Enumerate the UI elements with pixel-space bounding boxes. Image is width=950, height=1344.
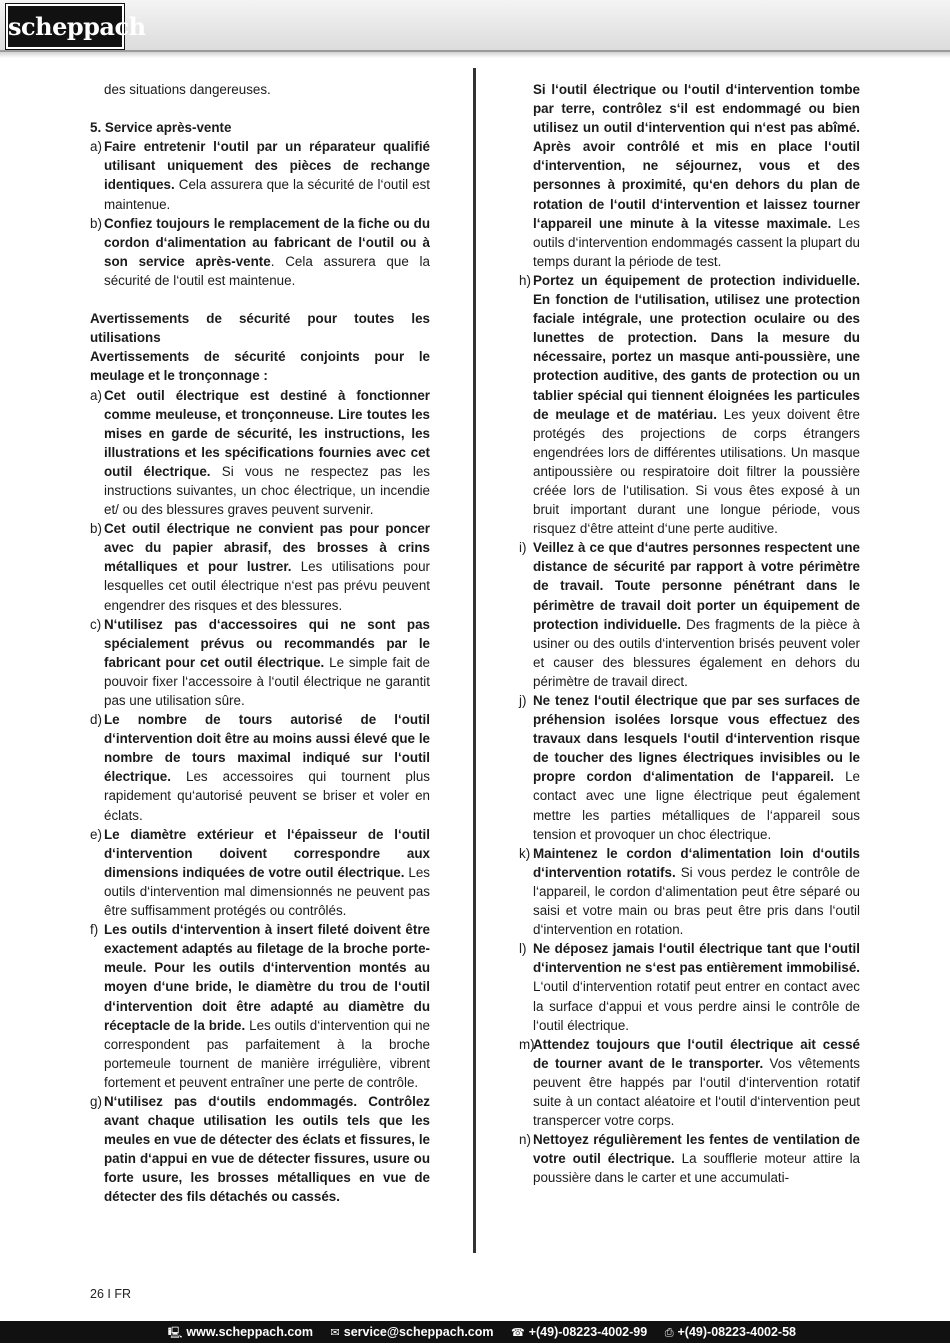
item-text: Vos vêtements peuvent être happés par l‘outil d‘intervention rotatif suite à un contact aléatoire et l‘outil d‘intervention peut transpercer votre corps. [533,1055,860,1129]
list-item [519,1130,860,1187]
left-column [90,80,430,1207]
item-bold-text: Attendez toujours que l‘outil électrique ait cessé de tourner avant de le transporter. [533,1036,860,1071]
list-item [90,615,430,710]
item-text: La soufflerie moteur attire la poussière dans le carter et une accumulati- [533,1151,860,1186]
page-number: 26 I FR [90,1287,131,1301]
list-item [90,214,430,290]
intro-text: des situations dangereuses. [104,82,271,97]
list-item [519,691,860,844]
item-text: Les yeux doivent être protégés des projections de corps étrangers engendrées lors de différentes utilisations. Un masque antipoussière ou respiratoire doit filtrer la poussière créée lors de l‘utilisation. Si vous êtes exposé à un bruit important durant une longue période, vous risquez d‘être atteint d‘une perte auditive. [533,406,860,537]
list-item [90,710,430,825]
item-bold-text: Nettoyez régulièrement les fentes de ventilation de votre outil électrique. [533,1132,860,1167]
item-bold-text: Cet outil électrique ne convient pas pour poncer avec du papier abrasif, des brosses à crins métalliques et pour lustrer. [104,521,430,575]
scheppach-logo: scheppach [6,4,124,49]
item-marker: i) [519,540,527,556]
warnings-title-2: Avertissements de sécurité conjoints pour le meulage et le tronçonnage : [90,349,430,384]
item-bold-text: Ne tenez l‘outil électrique que par ses surfaces de préhension isolées lorsque vous effectuez des travaux dans lesquels l‘outil d‘intervention risque de toucher des lignes électriques invisibles ou le propre cordon d‘alimentation de l‘appareil. [533,693,860,785]
footer-web[interactable]: www.scheppach.com [186,1325,314,1339]
item-marker: j) [519,693,527,708]
item-bold-text: Les outils d‘intervention à insert fileté doivent être exactement adaptés au filetage de la broche porte-meule. Pour les outils d‘intervention montés au moyen d‘une bride, le diamètre du trou de l‘outil d‘intervention doit être adapté au diamètre du réceptacle de la bride. [104,922,430,1033]
continuation-paragraph [519,80,860,271]
warnings-title-1: Avertissements de sécurité pour toutes les utilisations [90,311,430,346]
list-item [519,1035,860,1130]
item-bold-text: Le diamètre extérieur et l‘épaisseur de l‘outil d‘intervention doivent correspondre aux dimensions indiquées de votre outil électrique. [104,826,430,880]
item-text: Cela assurera que la sécurité de l‘outil est maintenue. [104,177,430,212]
footer-fax: +(49)-08223-4002-58 [677,1325,796,1339]
item-bold-text: Portez un équipement de protection individuelle. En fonction de l‘utilisation, utilisez une protection faciale intégrale, une protection oculaire ou des lunettes de protection. Dans la mesure du nécessaire, portez un masque anti-poussière, une protection auditive, des gants de protection ou un tablier spécial qui tiennent éloignées les particules de meulage et de matériau. [533,272,860,422]
item-marker: k) [519,845,531,861]
right-column [519,80,860,1187]
item-bold-text: Le nombre de tours autorisé de l‘outil d‘intervention doit être au moins aussi élevé que le nombre de tours maximal indiqué sur l‘outil électrique. [104,712,430,785]
item-text: Les utilisations pour lesquelles cet outil électrique n‘est pas prévu peuvent engendrer des risques et des blessures. [104,559,431,613]
item-text: . Cela assurera que la sécurité de l‘outil est maintenue. [104,253,430,288]
item-text: L‘outil d‘intervention rotatif peut entrer en contact avec la surface d‘appui et vous perdre ainsi le contrôle de l‘outil électrique. [533,979,860,1033]
item-marker: d) [90,712,102,728]
list-item [519,939,860,1034]
item-marker: m) [519,1036,535,1052]
list-item [519,844,860,939]
item-bold-text: Cet outil électrique est destiné à fonctionner comme meuleuse, et tronçonneuse. Lire toutes les mises en garde de sécurité, les instructions, les illustrations et les spécifications fournies avec cet outil électrique. [104,387,430,479]
item-bold-text: N‘utilisez pas d‘outils endommagés. Contrôlez avant chaque utilisation les outils tels que les meules en vue de détecter des éclats et fissures, le patin d‘appui en vue de détecter fissures, usure ou forte usure, les brosses métalliques en vue de détecter des fils détachés ou cassés. [104,1093,430,1205]
list-item [90,519,430,614]
page-header [0,0,950,52]
item-marker: a) [90,387,102,403]
footer-phone: +(49)-08223-4002-99 [528,1325,648,1339]
item-bold-text: Ne déposez jamais l‘outil électrique tant que l‘outil d‘intervention ne s‘est pas entièrement immobilisé. [533,941,860,976]
list-item [90,920,430,1092]
section-5-title: 5. Service après-vente [90,120,232,136]
page-footer [0,1321,950,1343]
item-marker: b) [90,521,102,537]
item-text: Si vous perdez le contrôle de l‘appareil, le cordon d‘alimentation peut être séparé ou saisi et votre main ou bras peut être pris dans l‘outil d‘intervention en rotation. [533,864,860,938]
item-marker: l) [519,941,527,957]
list-item [90,825,430,920]
list-item [90,1092,430,1207]
item-text: Le simple fait de pouvoir fixer l‘accessoire à l‘outil électrique ne garantit pas une utilisation sûre. [104,654,431,708]
item-marker: n) [519,1132,531,1148]
item-marker: e) [90,826,102,842]
list-item [90,386,430,520]
item-bold-text: Maintenez le cordon d‘alimentation loin d‘outils d‘intervention rotatifs. [533,845,860,880]
mail-icon: ✉ [330,1326,340,1339]
item-bold-text: Veillez à ce que d‘autres personnes respectent une distance de sécurité par rapport à votre périmètre de travail. Toute personne pénétrant dans le périmètre de travail doit porter un équipement de protection individuelle. [533,540,860,632]
computer-icon: 🖳 [167,1326,183,1339]
item-text: Les outils d‘intervention mal dimensionnés ne peuvent pas être suffisamment protégés ou contrôlés. [104,864,430,919]
item-text: Les accessoires qui tournent plus rapidement qu‘autorisé peuvent se briser et voler en éclats. [104,769,430,823]
item-bold-text: N‘utilisez pas d‘accessoires qui ne sont pas spécialement prévus ou recommandés par le fabricant pour cet outil électrique. [104,616,430,670]
footer-email[interactable]: service@scheppach.com [343,1325,494,1339]
item-text: Des fragments de la pièce à usiner ou des outils d‘intervention brisés peuvent voler et causer des blessures également en dehors du périmètre de travail direct. [533,616,860,689]
item-marker: b) [90,215,102,231]
item-bold-text: Confiez toujours le remplacement de la fiche ou du cordon d‘alimentation au fabricant de l‘outil ou à son service après-vente [104,215,430,269]
item-text: Les outils d‘intervention qui ne correspondent pas parfaitement à la broche portemeule tournent de manière irrégulière, vibrent fortement et peuvent entraîner une perte de contrôle. [104,1017,430,1090]
list-item [519,538,860,691]
item-marker: a) [90,139,102,155]
item-marker: f) [90,922,99,938]
header-shadow [0,52,950,58]
item-marker: g) [90,1093,102,1109]
list-item [519,271,860,538]
item-marker: c) [90,616,102,632]
continuation-bold-text: Si l‘outil électrique ou l‘outil d‘intervention tombe par terre, contrôlez s‘il est endommagé ou bien utilisez un outil d‘intervention qui n‘est pas abîmé. Après avoir contrôlé et mis en place l‘outil d‘intervention, ne séjournez, vous et des personnes à proximité, qu‘en dehors du plan de rotation de l‘outil d‘intervention et laissez tourner l‘appareil une minute à la vitesse maximale. [533,82,860,231]
item-marker: h) [519,272,531,288]
item-bold-text: Faire entretenir l‘outil par un réparateur qualifié utilisant uniquement des pièces de rechange identiques. [104,139,430,193]
fax-icon: ⎙ [664,1326,674,1339]
continuation-text: Les outils d‘intervention endommagés cassent la plupart du temps durant la période de test. [533,215,860,269]
item-text: Si vous ne respectez pas les instructions suivantes, un choc électrique, un incendie et/ ou des blessures graves peuvent survenir. [104,463,430,518]
phone-icon: ☎ [511,1326,525,1339]
column-divider [473,68,476,1253]
list-item [90,137,430,213]
item-text: Le contact avec une ligne électrique peut également mettre les parties métalliques de l‘appareil sous tension et provoquer un choc électrique. [533,769,860,842]
